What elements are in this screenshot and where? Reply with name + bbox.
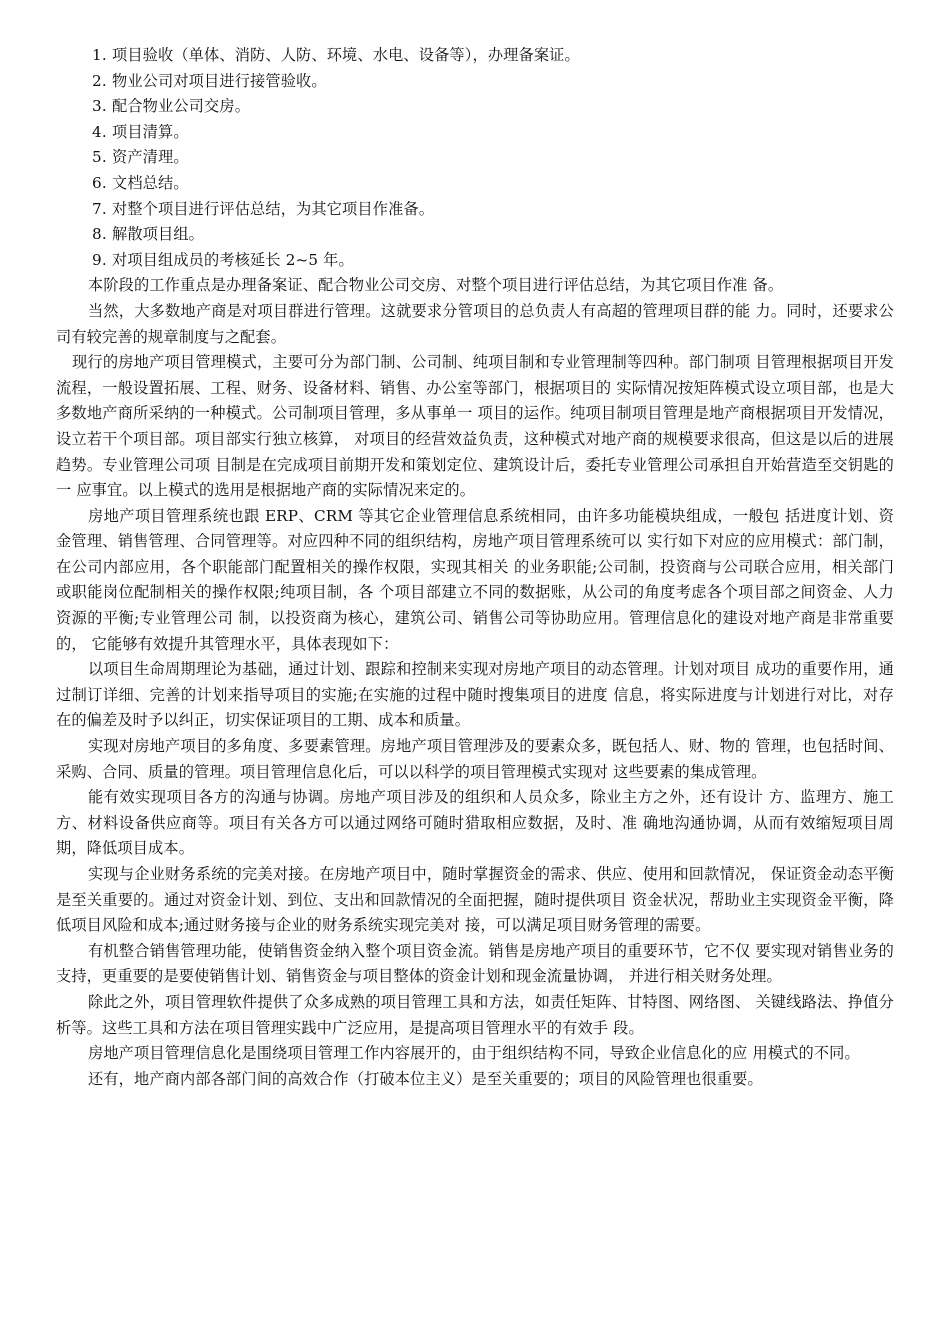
paragraph-communication: 能有效实现项目各方的沟通与协调。房地产项目涉及的组织和人员众多，除业主方之外，还有设计 方、监理方、施工方、材料设备供应商等。项目有关各方可以通过网络可随时猎取相应数据，及时、准 确地沟通协调，从而有效缩短项目周期，降低项目成本。 [56, 788, 894, 858]
paragraph-management-modes: 现行的房地产项目管理模式，主要可分为部门制、公司制、纯项目制和专业管理制等四种。部门制项 目管理根据项目开发流程，一般设置拓展、工程、财务、设备材料、销售、办公室等部门，根据项目的 实际情况按矩阵模式设立项目部，也是大多数地产商所采纳的一种模式。公司制项目管理，多从事单一 项目的运作。纯项目制项目管理是地产商根据项目开发情况，设立若干个项目部。项目部实行独立核算， 对项目的经营效益负责，这种模式对地产商的规模要求很高，但这是以后的进展趋势。专业管理公司项 目制是在完成项目前期开发和策划定位、建筑设计后，委托专业管理公司承担自开始营造至交钥匙的一 应事宜。以上模式的选用是根据地产商的实际情况来定的。 [56, 353, 894, 500]
list-item: 3. 配合物业公司交房。 [92, 97, 251, 116]
list-item: 2. 物业公司对项目进行接管验收。 [92, 71, 327, 90]
paragraph-tools: 除此之外，项目管理软件提供了众多成熟的项目管理工具和方法，如责任矩阵、甘特图、网络图、 关键线路法、挣值分析等。这些工具和方法在项目管理实践中广泛应用，是提高项目管理水平的有效手 段。 [56, 992, 894, 1037]
paragraph-lifecycle: 以项目生命周期理论为基础，通过计划、跟踪和控制来实现对房地产项目的动态管理。计划对项目 成功的重要作用，通过制订详细、完善的计划来指导项目的实施;在实施的过程中随时搜集项目的进度 信息，将实际进度与计划进行对比，对存在的偏差及时予以纠正，切实保证项目的工期、成本和质量。 [56, 660, 894, 730]
paragraph-management-system: 房地产项目管理系统也跟 ERP、CRM 等其它企业管理信息系统相同，由许多功能模块组成，一般包 括进度计划、资金管理、销售管理、合同管理等。对应四种不同的组织结构，房地产项目管理系统可以 实行如下对应的应用模式：部门制，在公司内部应用，各个职能部门配置相关的操作权限，实现其相关 的业务职能;公司制，投资商与公司联合应用，相关部门或职能岗位配制相关的操作权限;纯项目制，各 个项目部建立不同的数据账，从公司的角度考虑各个项目部之间资金、人力资源的平衡;专业管理公司 制，以投资商为核心，建筑公司、销售公司等协助应用。管理信息化的建设对地产商是非常重要的， 它能够有效提升其管理水平，具体表现如下： [56, 506, 894, 653]
paragraph-summary: 本阶段的工作重点是办理备案证、配合物业公司交房、对整个项目进行评估总结，为其它项目作准 备。 [88, 276, 784, 295]
list-item: 5. 资产清理。 [92, 148, 189, 167]
list-item: 7. 对整个项目进行评估总结，为其它项目作准备。 [92, 199, 435, 218]
list-item: 6. 文档总结。 [92, 173, 189, 192]
list-item: 9. 对项目组成员的考核延长 2~5 年。 [92, 250, 354, 269]
list-item: 1. 项目验收（单体、消防、人防、环境、水电、设备等），办理备案证。 [92, 46, 580, 64]
paragraph-cooperation: 还有，地产商内部各部门间的高效合作（打破本位主义）是至关重要的；项目的风险管理也很重要。 [88, 1069, 763, 1088]
paragraph-multi-element: 实现对房地产项目的多角度、多要素管理。房地产项目管理涉及的要素众多，既包括人、财、物的 管理，也包括时间、采购、合同、质量的管理。项目管理信息化后，可以以科学的项目管理模式实现对 这些要素的集成管理。 [56, 737, 894, 781]
list-item: 8. 解散项目组。 [92, 225, 205, 244]
document-body [56, 43, 894, 1092]
list-item: 4. 项目清算。 [92, 122, 189, 141]
paragraph-sales: 有机整合销售管理功能，使销售资金纳入整个项目资金流。销售是房地产项目的重要环节，它不仅 要实现对销售业务的支持，更重要的是要使销售计划、销售资金与项目整体的资金计划和现金流量协调， 并进行相关财务处理。 [56, 941, 894, 986]
paragraph-finance: 实现与企业财务系统的完美对接。在房地产项目中，随时掌握资金的需求、供应、使用和回款情况， 保证资金动态平衡是至关重要的。通过对资金计划、到位、支出和回款情况的全面把握，随时提供项目 资金状况，帮助业主实现资金平衡，降低项目风险和成本;通过财务接与企业的财务系统实现完美对 接，可以满足项目财务管理的需要。 [56, 865, 894, 935]
paragraph-informatization: 房地产项目管理信息化是围绕项目管理工作内容展开的，由于组织结构不同，导致企业信息化的应 用模式的不同。 [88, 1044, 860, 1063]
paragraph-project-group: 当然，大多数地产商是对项目群进行管理。这就要求分管项目的总负责人有高超的管理项目群的能 力。同时，还要求公司有较完善的规章制度与之配套。 [56, 301, 894, 346]
